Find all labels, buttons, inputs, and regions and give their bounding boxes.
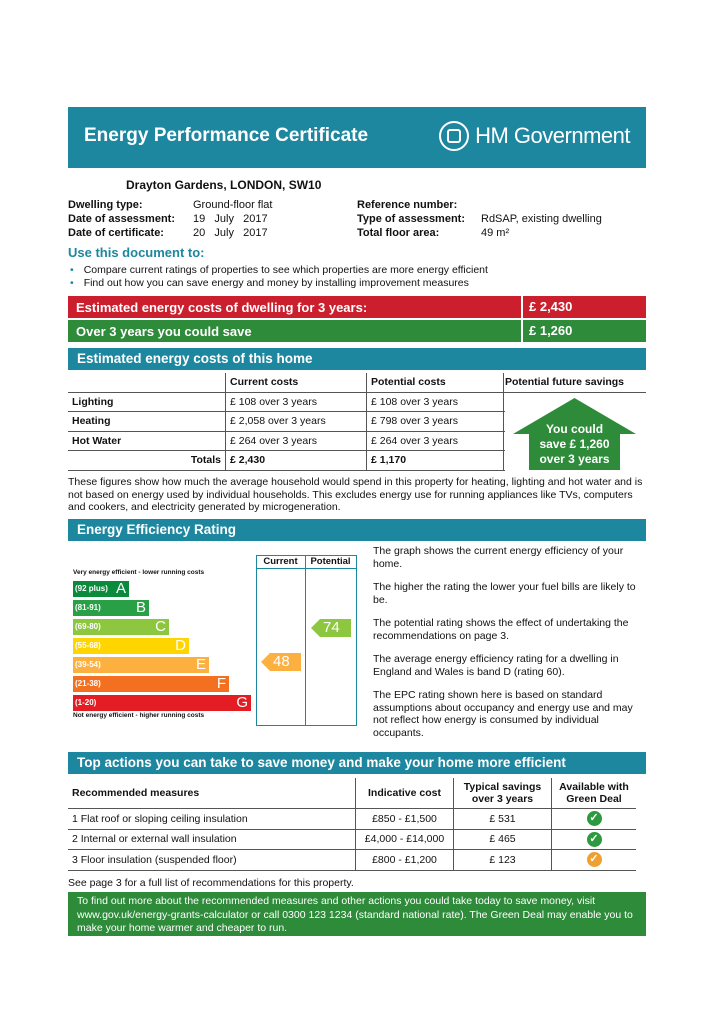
check-icon: ✓ — [587, 832, 602, 847]
table-header: Typical savings over 3 years — [454, 778, 552, 809]
certificate-title: Energy Performance Certificate — [84, 125, 369, 146]
current-cost: £ 2,058 over 3 years — [226, 412, 367, 432]
column-divider — [305, 555, 306, 725]
band-range: (55-68) — [75, 641, 101, 650]
table-header: Potential costs — [367, 373, 506, 392]
property-address: Drayton Gardens, LONDON, SW10 — [126, 178, 322, 192]
green-deal-cell — [552, 829, 637, 850]
actions-section-header — [68, 752, 646, 774]
table-row — [68, 392, 505, 412]
inefficient-note: Not energy efficient - higher running costs — [73, 712, 205, 719]
check-icon: ✓ — [587, 811, 602, 826]
table-divider — [503, 392, 646, 393]
band-letter: B — [135, 599, 146, 616]
band-range: (92 plus) — [75, 584, 108, 593]
table-header: Current costs — [226, 373, 367, 392]
savings-line: over 3 years — [539, 452, 610, 466]
rating-paragraph: The graph shows the current energy efficiency of your home. — [373, 545, 624, 570]
check-icon: ✓ — [587, 852, 602, 867]
royal-crest-icon — [439, 121, 469, 151]
savings-line: You could — [545, 422, 604, 436]
current-cost: £ 108 over 3 years — [226, 392, 367, 412]
detail-value: 19 July 2017 — [193, 213, 268, 225]
rating-explanation — [373, 545, 648, 739]
estimated-costs-label: Estimated energy costs of dwelling for 3 years: — [76, 300, 368, 315]
future-savings-header: Potential future savings — [505, 376, 625, 388]
potential-rating-marker — [311, 619, 351, 642]
band-letter: E — [195, 656, 206, 673]
total-potential: £ 1,170 — [367, 451, 506, 471]
totals-label: Totals — [68, 451, 226, 471]
potential-saving-value: £ 1,260 — [521, 320, 572, 342]
rating-band-e — [73, 657, 209, 673]
section-title: Top actions you can take to save money and make your home more efficient — [77, 755, 566, 770]
cost-item: Lighting — [68, 392, 226, 412]
rating-section-header — [68, 519, 646, 541]
totals-row — [68, 451, 505, 471]
savings-line: save £ 1,260 — [539, 437, 610, 451]
band-range: (39-54) — [75, 660, 101, 669]
list-item: • Find out how you can save energy and money by installing improvement measures — [68, 277, 488, 290]
energy-rating-chart — [68, 555, 356, 725]
footer-line: www.gov.uk/energy-grants-calculator or call 0300 123 1234 (standard national rate). The Green Deal may enable you to — [77, 908, 633, 921]
band-letter: F — [216, 675, 226, 692]
details-left — [68, 198, 272, 240]
indicative-cost: £4,000 - £14,000 — [356, 829, 454, 850]
current-cost: £ 264 over 3 years — [226, 431, 367, 451]
indicative-cost: £850 - £1,500 — [356, 809, 454, 830]
table-header: Recommended measures — [68, 778, 356, 809]
detail-label: Total floor area: — [357, 227, 440, 239]
section-title: Energy Efficiency Rating — [77, 522, 237, 537]
potential-cost: £ 264 over 3 years — [367, 431, 506, 451]
green-deal-cell — [552, 850, 637, 871]
rating-paragraph: The EPC rating shown here is based on standard assumptions about occupancy and energy use and may not reflect how energy is consumed by individual occupants. — [373, 689, 633, 739]
detail-label: Dwelling type: — [68, 199, 143, 211]
band-letter: C — [155, 618, 166, 635]
potential-saving-bar — [68, 320, 646, 342]
savings-arrow — [513, 398, 636, 470]
potential-column-header: Potential — [310, 556, 351, 567]
section-title: Estimated energy costs of this home — [77, 351, 313, 366]
actions-table — [68, 778, 636, 871]
detail-value: Ground-floor flat — [193, 199, 273, 211]
rating-band-b — [73, 600, 149, 616]
detail-value: 49 m² — [481, 227, 510, 239]
rating-band-g — [73, 695, 251, 711]
current-column-header: Current — [263, 556, 298, 567]
rating-paragraph: The average energy efficiency rating for a dwelling in England and Wales is band D (rating 60). — [373, 653, 619, 678]
band-range: (1-20) — [75, 698, 97, 707]
table-header-row — [68, 373, 505, 392]
list-item: • Compare current ratings of properties to see which properties are more energy efficient — [68, 264, 488, 277]
band-range: (81-91) — [75, 603, 101, 612]
table-row — [68, 809, 636, 830]
typical-saving: £ 123 — [454, 850, 552, 871]
total-current: £ 2,430 — [226, 451, 367, 471]
footer-text — [68, 892, 646, 936]
rating-paragraph: The higher the rating the lower your fuel bills are likely to be. — [373, 581, 636, 606]
table-row — [68, 829, 636, 850]
footer-line: make your home warmer and cheaper to run. — [77, 922, 288, 934]
band-letter: A — [115, 580, 126, 597]
details-right — [357, 198, 602, 240]
efficient-note: Very energy efficient - lower running costs — [73, 569, 205, 576]
typical-saving: £ 465 — [454, 829, 552, 850]
potential-cost: £ 798 over 3 years — [367, 412, 506, 432]
see-page-note: See page 3 for a full list of recommendations for this property. — [68, 877, 354, 889]
rating-band-d — [73, 638, 189, 654]
costs-section-header — [68, 348, 646, 370]
table-divider — [503, 373, 504, 470]
rating-band-a — [73, 581, 129, 597]
footer-info — [68, 892, 646, 936]
use-document-list — [68, 264, 488, 290]
use-document-title: Use this document to: — [68, 245, 205, 260]
typical-saving: £ 531 — [454, 809, 552, 830]
measure-name: 2 Internal or external wall insulation — [68, 829, 356, 850]
table-header-row — [68, 778, 636, 809]
detail-label: Date of certificate: — [68, 227, 164, 239]
table-header: Indicative cost — [356, 778, 454, 809]
rating-band-c — [73, 619, 169, 635]
potential-rating-value: 74 — [323, 619, 340, 636]
cost-item: Heating — [68, 412, 226, 432]
estimated-costs-bar — [68, 296, 646, 318]
table-row — [68, 412, 505, 432]
indicative-cost: £800 - £1,200 — [356, 850, 454, 871]
current-rating-marker — [261, 653, 301, 676]
savings-arrow-text — [529, 422, 620, 467]
band-range: (69-80) — [75, 622, 101, 631]
table-header — [68, 373, 226, 392]
hm-government-label: HM Government — [475, 123, 630, 148]
table-header: Available with Green Deal — [552, 778, 637, 809]
measure-name: 1 Flat roof or sloping ceiling insulation — [68, 809, 356, 830]
cost-item: Hot Water — [68, 431, 226, 451]
band-letter: G — [236, 694, 248, 711]
table-row — [68, 850, 636, 871]
band-range: (21-38) — [75, 679, 101, 688]
band-letter: D — [175, 637, 186, 654]
detail-label: Reference number: — [357, 199, 458, 211]
footer-line: To find out more about the recommended measures and other actions you could take today to save money, visit — [77, 895, 596, 907]
rating-band-f — [73, 676, 229, 692]
detail-value: 20 July 2017 — [193, 227, 268, 239]
certificate-header — [68, 107, 646, 168]
green-deal-cell — [552, 809, 637, 830]
costs-table — [68, 373, 505, 471]
hm-government-logo — [439, 121, 630, 151]
column-divider — [256, 568, 356, 569]
estimated-costs-value: £ 2,430 — [521, 296, 572, 318]
potential-saving-label: Over 3 years you could save — [76, 324, 252, 339]
rating-paragraph: The potential rating shows the effect of undertaking the recommendations on page 3. — [373, 617, 629, 642]
detail-label: Date of assessment: — [68, 213, 175, 225]
table-row — [68, 431, 505, 451]
current-rating-value: 48 — [273, 653, 290, 670]
costs-note: These figures show how much the average household would spend in this property for heating, lighting and hot water and is not based on energy used by individual households. This excludes energy use for running appliances like TVs, computers and cookers, and electricity generated by microgeneration. — [68, 476, 643, 513]
potential-cost: £ 108 over 3 years — [367, 392, 506, 412]
detail-label: Type of assessment: — [357, 213, 466, 225]
detail-value: RdSAP, existing dwelling — [481, 213, 602, 225]
measure-name: 3 Floor insulation (suspended floor) — [68, 850, 356, 871]
